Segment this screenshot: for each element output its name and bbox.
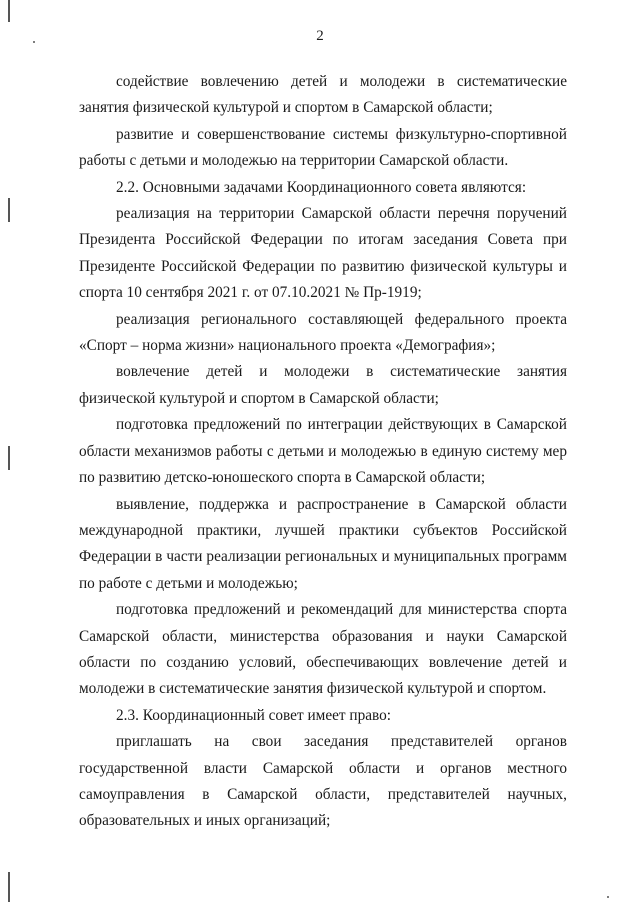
- section-heading: 2.3. Координационный совет имеет право:: [116, 706, 392, 724]
- scan-edge-mark: [8, 872, 10, 902]
- paragraph: вовлечение детей и молодежи в систематические занятия физической культурой и спортом в Самарской области;: [79, 363, 567, 407]
- scan-edge-mark: [8, 0, 10, 22]
- scan-edge-mark: [8, 446, 10, 470]
- paragraph: подготовка предложений по интеграции действующих в Самарской области механизмов работы с детьми и молодежью в единую систему мер по развитию детско-юношеского спорта в Самарской области;: [79, 416, 567, 487]
- paragraph: содействие вовлечению детей и молодежи в систематические занятия физической культурой и спортом в Самарской области;: [79, 73, 567, 117]
- paragraph: выявление, поддержка и распространение в Самарской области международной практики, лучшей практики субъектов Российской Федерации в части реализации региональных и муниципальных программ по работе с детьми и молодежью;: [79, 495, 567, 592]
- paragraph: развитие и совершенствование системы физкультурно-спортивной работы с детьми и молодежью на территории Самарской области.: [79, 125, 567, 170]
- paragraph: подготовка предложений и рекомендаций для министерства спорта Самарской области, министерства образования и науки Самарской области по созданию условий, обеспечивающих вовлечение детей и молодежи в систематические занятия физической культурой и спортом.: [79, 601, 567, 698]
- scan-edge-mark: [8, 198, 10, 222]
- scan-dust-dot: [607, 896, 609, 898]
- section-heading: 2.2. Основными задачами Координационного совета являются:: [116, 178, 527, 196]
- document-body: [79, 69, 567, 835]
- paragraph: реализация регионального составляющей федерального проекта «Спорт – норма жизни» национального проекта «Демография»;: [79, 310, 567, 355]
- paragraph: приглашать на свои заседания представителей органов государственной власти Самарской области и органов местного самоуправления в Самарской области, представителей научных, образовательных и иных организаций;: [79, 733, 567, 830]
- page-number: 2: [316, 28, 324, 44]
- paragraph: реализация на территории Самарской области перечня поручений Президента Российской Федерации по итогам заседания Совета при Президенте Российской Федерации по развитию физической культуры и спорта 10 сентября 2021 г. от 07.10.2021 № Пр-1919;: [79, 205, 567, 302]
